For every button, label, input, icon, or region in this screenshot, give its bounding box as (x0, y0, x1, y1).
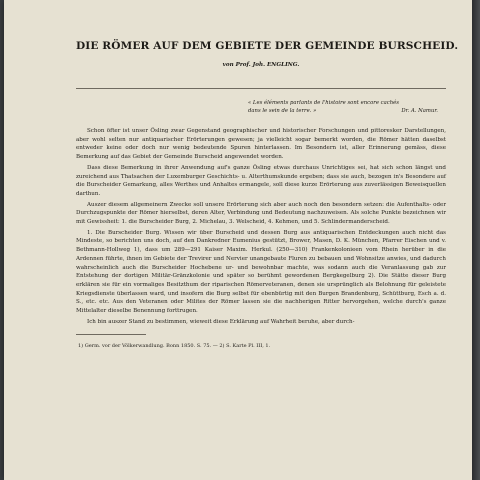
article-body (76, 127, 446, 326)
footnote-divider (76, 334, 146, 335)
paragraph: Ich bin auszer Stand zu bestimmen, wieweit diese Erklärung auf Wahrheit beruhe, aber durch- (87, 318, 355, 325)
article-title: DIE RÖMER AUF DEM GEBIETE DER GEMEINDE BURSCHEID. (76, 40, 459, 52)
page-content (76, 30, 459, 350)
footnote: 1) Germ. vor der Völkerwandlung. Bonn 1850. S. 75. — 2) S. Karte Pl. III, 1. (78, 343, 271, 350)
epigraph (76, 99, 446, 115)
epigraph-line: « Les éléments parlants de l'histoire sont encore cachés (248, 100, 400, 106)
epigraph-text: dans le sein de la terre. » (248, 108, 317, 114)
epigraph-line (248, 107, 446, 115)
page-edge-shadow (472, 0, 480, 480)
title-divider (76, 88, 446, 89)
paragraph: Auszer diesem allgemeinern Zwecke soll unsere Erörterung sich aber auch noch den besondern setzen: die Aufenthalts- oder Durchzugspunkte der Römer hierselbst, deren Alter, Verbindung und Bedeutung nachzuweisen. Als solche Punkte bezeichnen wir mit Gewissheit: 1. die Burscheider Burg, 2. Michelau, 3. Welscheid, 4. Kehmen, und 5. Schlindermanderscheid. (76, 201, 446, 226)
paragraph: 1. Die Burscheider Burg. Wissen wir über Burscheid und dessen Burg aus antiquarischen Entdeckungen auch nicht das Mindeste, so berichten uns doch, auf den Dankredner Eumenius gestützt, Brower, Masen, D. K. München, Pfarrer Eischen und v. Bethmann-Hollweg 1), dass um 289—291 Kaiser Maxim. Herkul. (250—310) Frankenkolonieen vom Rhein herüber in die Ardennen führte, ihnen im Gebiete der Trevirer und Nervier unangebaute Fluren zu bebauen und Wohnsitze anwies, und dadurch wahrscheinlich auch die Burscheider Hochebene ur- und bewohnbar machte, was sodann auch die Veranlassung gab zur Entstehung der dortigen Militär-Gränzkolonie und später so berühmt gewordenen Bergkegelburg 2). Die Stätte dieser Burg erklären sie für ein vormaliges Besitzthum der riparischen Römerveteranen, denen sie ursprünglich als Belohnung für geleistete Kriegsdienste überlassen ward, und insofern die Burg selbst für ebenbürtig mit den Burgen Brandenburg, Schüttburg, Esch a. d. S., etc. etc. Aus den Veteranen oder Milites der Römer lassen sie die nachherigen Ritter hervorgehen, welche durch's ganze Mittelalter dieselbe Benennung forttrugen. (76, 229, 446, 315)
epigraph-author: Dr. A. Namur. (401, 108, 438, 114)
paragraph: Schon öfter ist unser Ösling zwar Gegenstand geographischer und historischer Forschungen und pittoresker Darstellungen, aber wohl selten nur antiquarischer Erörterungen gewesen; ja vielleicht sogar bemerkt worden, die Römer hätten daselbst entweder keine oder doch nur wenig bedeutende Spuren hinterlassen. Im Besondern ist, aller Erinnerung gemäss, diese Bemerkung auf das Gebiet der Gemeinde Burscheid angewendet worden. (76, 128, 446, 161)
article-byline: von Prof. Joh. ENGLING. (222, 62, 300, 68)
document-page (4, 0, 472, 480)
paragraph: Dass diese Bemerkung in ihrer Anwendung auf's ganze Ösling etwas durchaus Unrichtiges sei, hat sich schon längst und zureichend aus Thatsachen der Luxemburger Geschichts- u. Alterthumskunde ergeben; dass sie auch, bezogen in's Besondere auf die Burscheider Gemarkung, alles Werthes und Anhaltes ermangele, soll diese kurze Erörterung aus zuverlässigen Beweisquellen darthun. (76, 164, 446, 197)
